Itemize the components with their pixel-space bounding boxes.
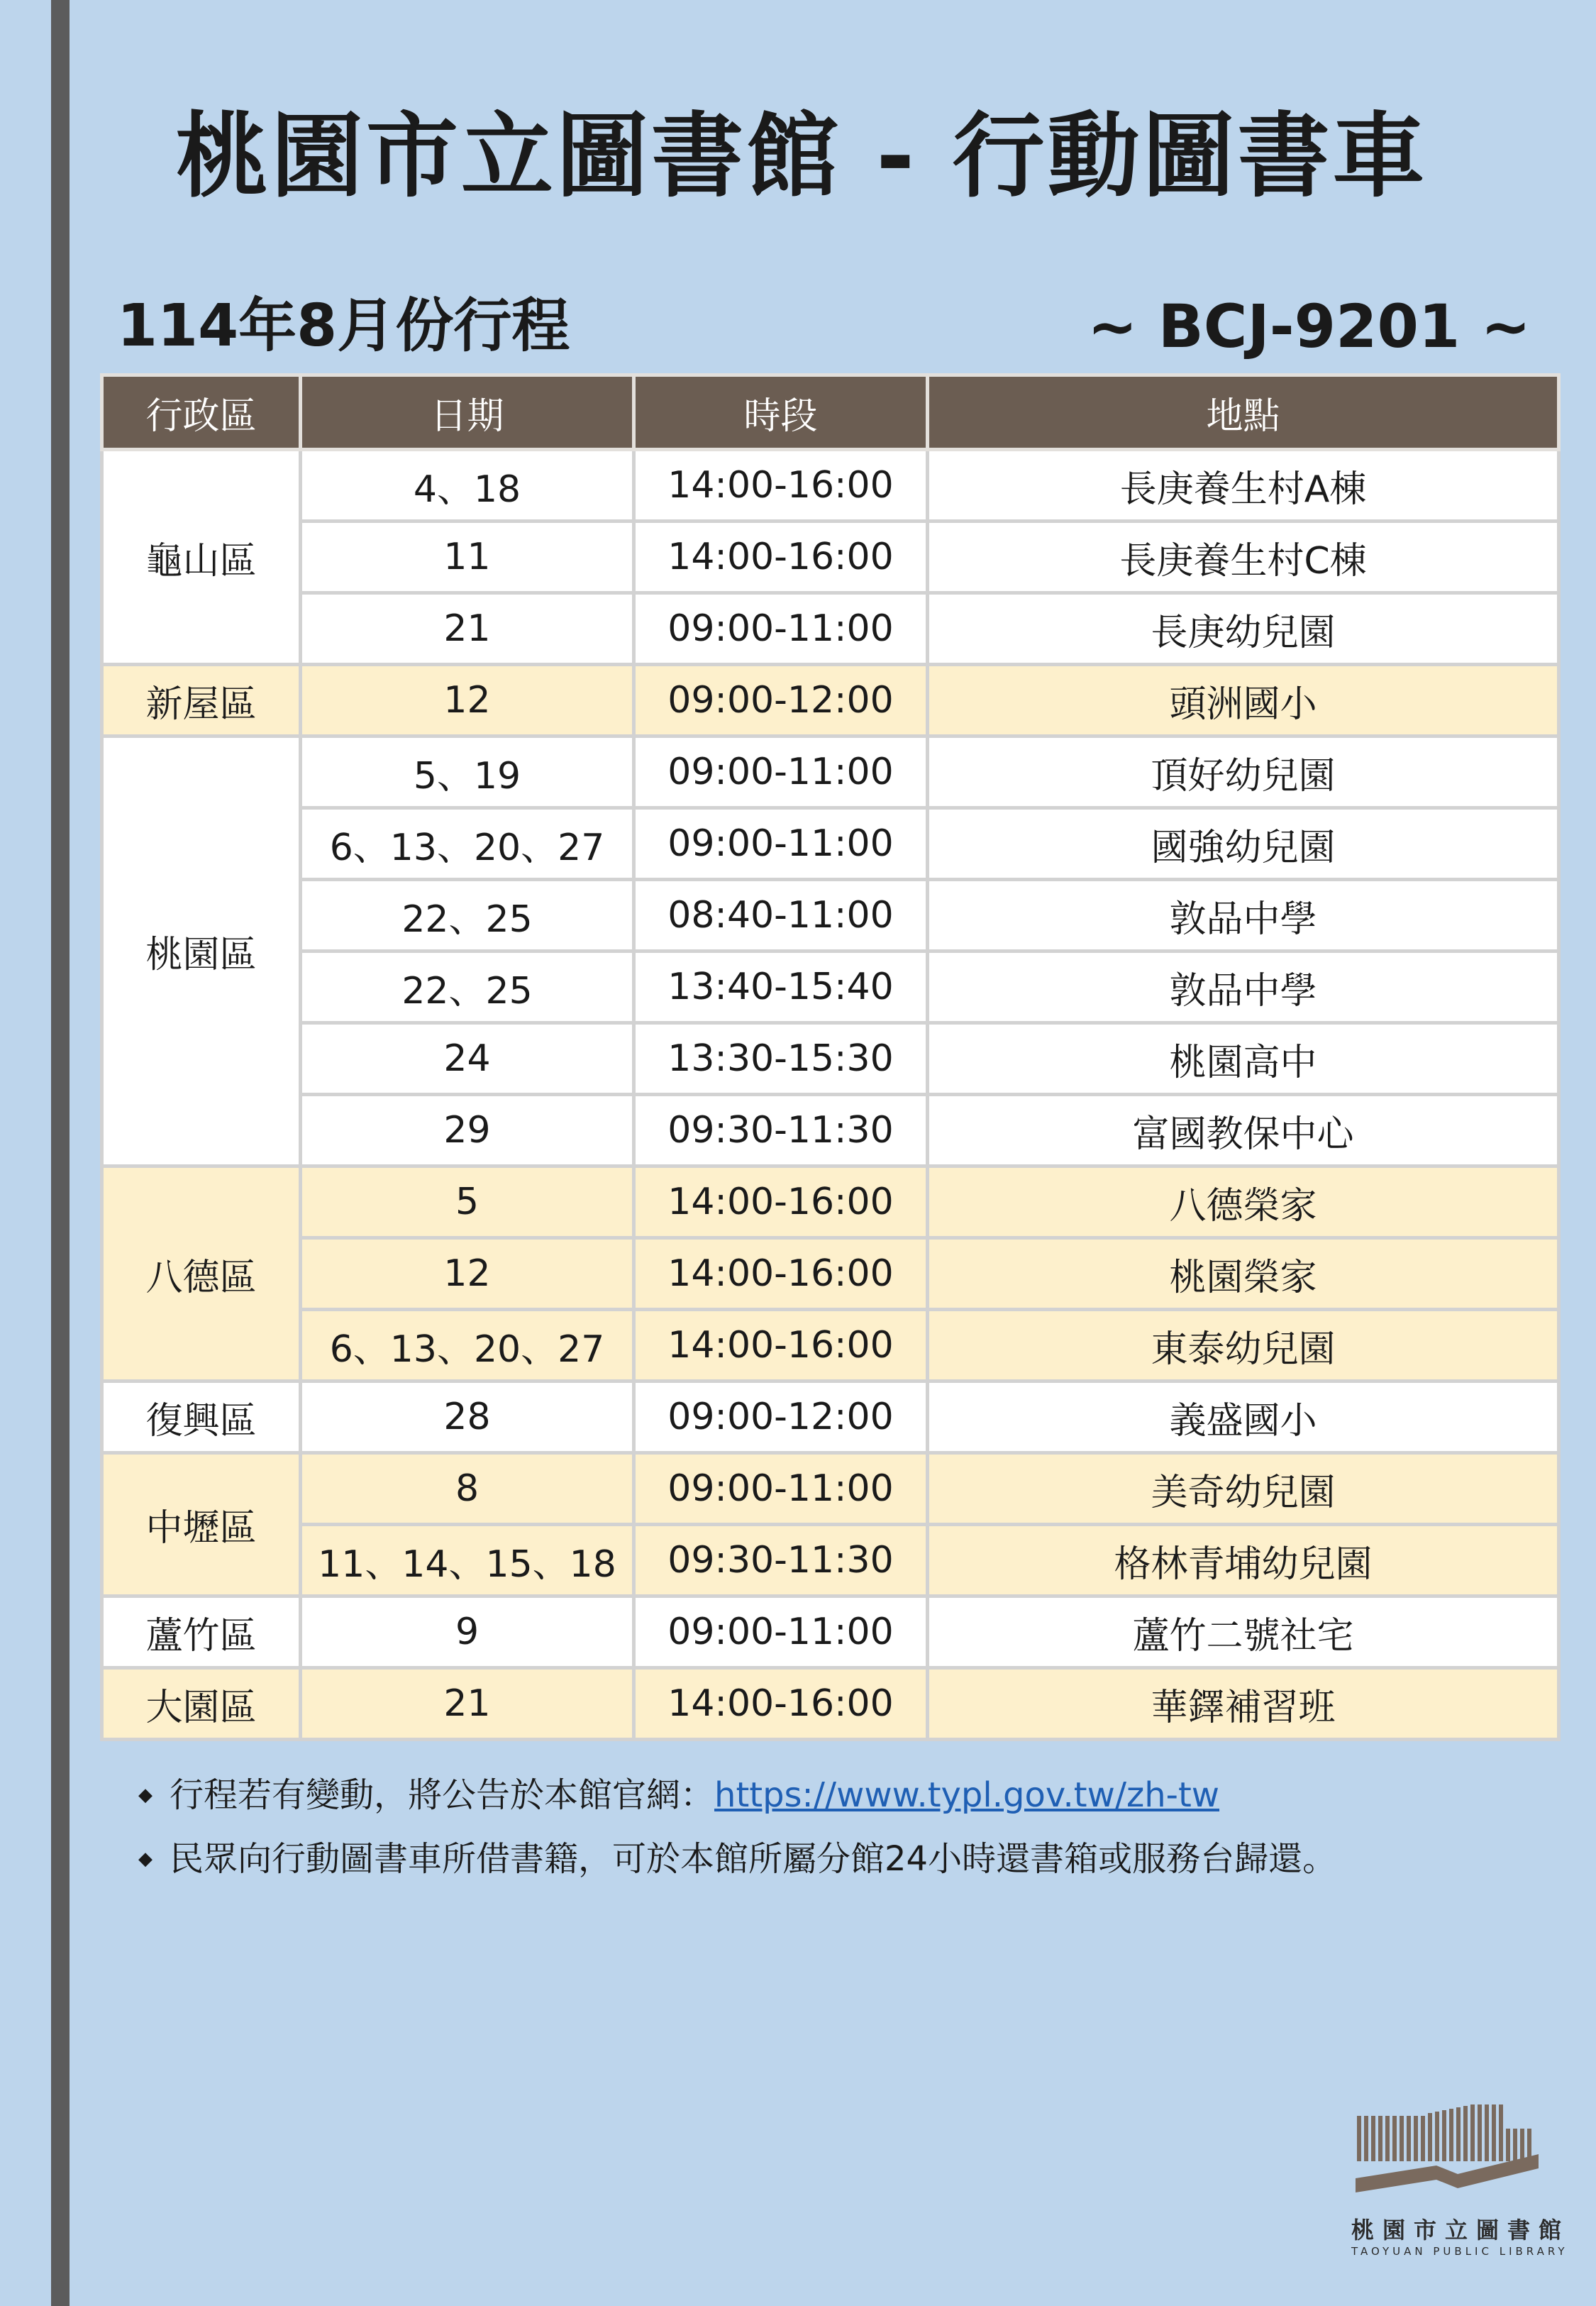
- library-logo: [1351, 2100, 1570, 2299]
- date-cell: 21: [301, 1668, 634, 1740]
- place-cell: 頭洲國小: [928, 665, 1559, 737]
- date-cell: 11: [301, 522, 634, 593]
- note-text: 行程若有變動，將公告於本館官網：: [170, 1775, 715, 1815]
- district-cell: 大園區: [102, 1668, 301, 1740]
- date-cell: 11、14、15、18: [301, 1525, 634, 1596]
- table-row: [102, 737, 1559, 808]
- place-cell: 義盛國小: [928, 1381, 1559, 1453]
- notes-section: [138, 1763, 1336, 1891]
- place-cell: 國強幼兒園: [928, 808, 1559, 880]
- library-logo-name: 桃園市立圖書館: [1351, 2217, 1570, 2244]
- table-row: [102, 880, 1559, 951]
- left-accent-bar: [51, 0, 70, 2306]
- district-cell: 龜山區: [102, 450, 301, 665]
- date-cell: 22、25: [301, 880, 634, 951]
- header-district: 行政區: [102, 375, 301, 450]
- time-cell: 09:00-12:00: [634, 1381, 928, 1453]
- place-cell: 華鐸補習班: [928, 1668, 1559, 1740]
- time-cell: 14:00-16:00: [634, 450, 928, 522]
- district-cell: 復興區: [102, 1381, 301, 1453]
- table-row: [102, 1238, 1559, 1310]
- date-cell: 24: [301, 1023, 634, 1095]
- place-cell: 富國教保中心: [928, 1095, 1559, 1166]
- table-row: [102, 665, 1559, 737]
- header-date: 日期: [301, 375, 634, 450]
- date-cell: 22、25: [301, 951, 634, 1023]
- time-cell: 13:30-15:30: [634, 1023, 928, 1095]
- table-row: [102, 522, 1559, 593]
- place-cell: 桃園高中: [928, 1023, 1559, 1095]
- table-row: [102, 1381, 1559, 1453]
- place-cell: 東泰幼兒園: [928, 1310, 1559, 1381]
- district-cell: 八德區: [102, 1166, 301, 1381]
- time-cell: 09:00-11:00: [634, 808, 928, 880]
- date-cell: 21: [301, 593, 634, 665]
- table-row: [102, 1166, 1559, 1238]
- place-cell: 敦品中學: [928, 951, 1559, 1023]
- time-cell: 09:00-12:00: [634, 665, 928, 737]
- place-cell: 敦品中學: [928, 880, 1559, 951]
- table-row: [102, 1525, 1559, 1596]
- time-cell: 09:00-11:00: [634, 737, 928, 808]
- table-row: [102, 951, 1559, 1023]
- schedule-table-body: [102, 450, 1559, 1740]
- page-title: 桃園市立圖書館 - 行動圖書車: [176, 102, 1428, 210]
- library-logo-english: TAOYUAN PUBLIC LIBRARY: [1351, 2245, 1568, 2258]
- bullet-icon: ◆: [138, 1784, 153, 1806]
- date-cell: 5: [301, 1166, 634, 1238]
- table-row: [102, 593, 1559, 665]
- date-cell: 5、19: [301, 737, 634, 808]
- date-cell: 9: [301, 1596, 634, 1668]
- license-plate-label: ~ BCJ-9201 ~: [1087, 292, 1531, 361]
- header-place: 地點: [928, 375, 1559, 450]
- time-cell: 08:40-11:00: [634, 880, 928, 951]
- date-cell: 28: [301, 1381, 634, 1453]
- table-row: [102, 1023, 1559, 1095]
- date-cell: 6、13、20、27: [301, 808, 634, 880]
- place-cell: 長庚養生村C棟: [928, 522, 1559, 593]
- time-cell: 14:00-16:00: [634, 522, 928, 593]
- table-header-row: [102, 375, 1559, 450]
- schedule-month-heading: 114年8月份行程: [117, 292, 570, 360]
- table-row: [102, 450, 1559, 522]
- place-cell: 八德榮家: [928, 1166, 1559, 1238]
- district-cell: 蘆竹區: [102, 1596, 301, 1668]
- time-cell: 14:00-16:00: [634, 1668, 928, 1740]
- time-cell: 09:30-11:30: [634, 1525, 928, 1596]
- place-cell: 長庚幼兒園: [928, 593, 1559, 665]
- note-item: [138, 1763, 1336, 1827]
- date-cell: 12: [301, 665, 634, 737]
- time-cell: 09:00-11:00: [634, 1453, 928, 1525]
- table-row: [102, 1310, 1559, 1381]
- place-cell: 格林青埔幼兒園: [928, 1525, 1559, 1596]
- note-text: 民眾向行動圖書車所借書籍，可於本館所屬分館24小時還書箱或服務台歸還。: [170, 1839, 1337, 1879]
- district-cell: 新屋區: [102, 665, 301, 737]
- place-cell: 頂好幼兒園: [928, 737, 1559, 808]
- place-cell: 蘆竹二號社宅: [928, 1596, 1559, 1668]
- time-cell: 14:00-16:00: [634, 1310, 928, 1381]
- schedule-table: [100, 373, 1561, 1741]
- time-cell: 13:40-15:40: [634, 951, 928, 1023]
- date-cell: 29: [301, 1095, 634, 1166]
- table-row: [102, 1453, 1559, 1525]
- note-item: [138, 1827, 1336, 1891]
- bullet-icon: ◆: [138, 1848, 153, 1870]
- district-cell: 桃園區: [102, 737, 301, 1166]
- time-cell: 14:00-16:00: [634, 1166, 928, 1238]
- place-cell: 長庚養生村A棟: [928, 450, 1559, 522]
- table-row: [102, 1596, 1559, 1668]
- place-cell: 桃園榮家: [928, 1238, 1559, 1310]
- date-cell: 6、13、20、27: [301, 1310, 634, 1381]
- header-time: 時段: [634, 375, 928, 450]
- district-cell: 中壢區: [102, 1453, 301, 1596]
- website-link[interactable]: https://www.typl.gov.tw/zh-tw: [714, 1775, 1220, 1815]
- table-row: [102, 1095, 1559, 1166]
- table-row: [102, 808, 1559, 880]
- time-cell: 09:30-11:30: [634, 1095, 928, 1166]
- place-cell: 美奇幼兒園: [928, 1453, 1559, 1525]
- time-cell: 14:00-16:00: [634, 1238, 928, 1310]
- library-logo-icon: [1351, 2100, 1543, 2200]
- date-cell: 12: [301, 1238, 634, 1310]
- table-row: [102, 1668, 1559, 1740]
- date-cell: 4、18: [301, 450, 634, 522]
- time-cell: 09:00-11:00: [634, 1596, 928, 1668]
- time-cell: 09:00-11:00: [634, 593, 928, 665]
- date-cell: 8: [301, 1453, 634, 1525]
